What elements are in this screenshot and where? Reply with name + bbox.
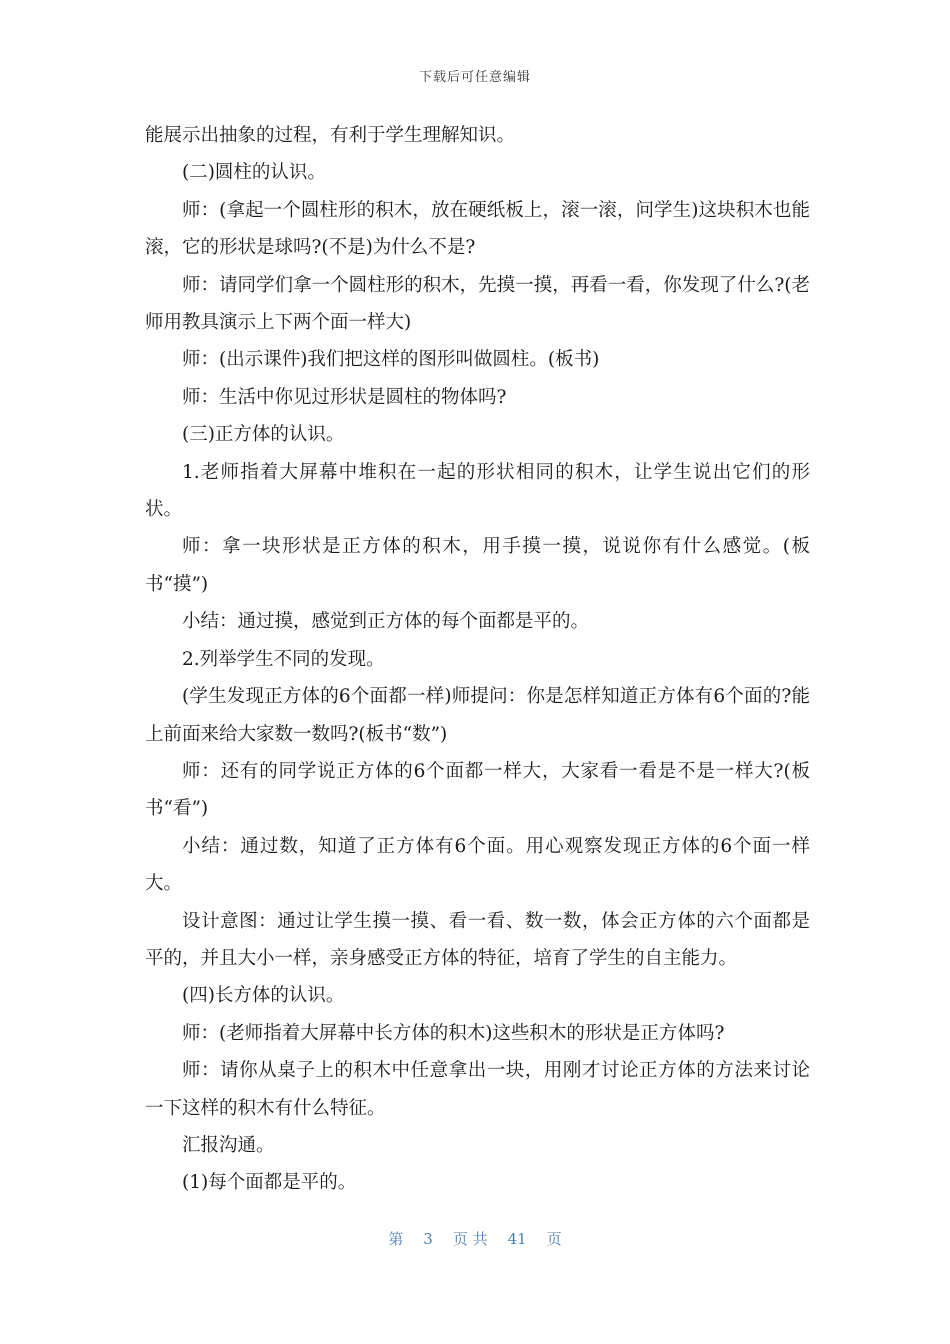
- paragraph: (1)每个面都是平的。: [182, 1172, 357, 1194]
- paragraph: 小结：通过摸，感觉到正方体的每个面都是平的。: [182, 611, 590, 633]
- page-header: 下载后可任意编辑: [418, 70, 531, 85]
- paragraph: 师：(老师指着大屏幕中长方体的积木)这些积木的形状是正方体吗?: [182, 1022, 725, 1044]
- paragraph: 2.列举学生不同的发现。: [182, 648, 385, 670]
- paragraph: 小结：通过数，知道了正方体有6个面。用心观察发现正方体的6个面一样大。: [145, 835, 810, 895]
- paragraph: (学生发现正方体的6个面都一样)师提问：你是怎样知道正方体有6个面的?能上前面来给大家数一数吗?(板书“数”): [145, 686, 810, 745]
- paragraph: (三)正方体的认识。: [182, 424, 345, 446]
- paragraph: 设计意图：通过让学生摸一摸、看一看、数一数，体会正方体的六个面都是平的，并且大小一样，亲身感受正方体的特征，培育了学生的自主能力。: [145, 910, 810, 969]
- paragraph: 1.老师指着大屏幕中堆积在一起的形状相同的积木，让学生说出它们的形状。: [145, 461, 810, 521]
- paragraph: (二)圆柱的认识。: [182, 162, 326, 184]
- paragraph: (四)长方体的认识。: [182, 985, 345, 1007]
- page-footer: [0, 1228, 950, 1249]
- paragraph: 师：请同学们拿一个圆柱形的积木，先摸一摸，再看一看，你发现了什么?(老师用教具演示上下两个面一样大): [145, 274, 810, 334]
- footer-page-number: 3: [423, 1230, 433, 1248]
- paragraph: 汇报沟通。: [182, 1134, 275, 1156]
- footer-prefix: 第: [388, 1230, 404, 1248]
- footer-suffix: 页: [546, 1230, 562, 1248]
- paragraph: 师：生活中你见过形状是圆柱的物体吗?: [182, 386, 507, 408]
- paragraph: 能展示出抽象的过程，有利于学生理解知识。: [145, 125, 516, 146]
- paragraph: 师：(拿起一个圆柱形的积木，放在硬纸板上，滚一滚，问学生)这块积木也能滚，它的形状是球吗?(不是)为什么不是?: [145, 199, 810, 259]
- footer-total-pages: 41: [507, 1230, 527, 1248]
- paragraph: 师：(出示课件)我们把这样的图形叫做圆柱。(板书): [182, 349, 600, 371]
- paragraph: 师：拿一块形状是正方体的积木，用手摸一摸，说说你有什么感觉。(板书“摸”): [145, 536, 810, 595]
- paragraph: 师：还有的同学说正方体的6个面都一样大，大家看一看是不是一样大?(板书“看”): [145, 760, 810, 820]
- document-body: [145, 117, 810, 1202]
- footer-middle: 页 共: [452, 1230, 488, 1248]
- paragraph: 师：请你从桌子上的积木中任意拿出一块，用刚才讨论正方体的方法来讨论一下这样的积木有什么特征。: [145, 1060, 810, 1119]
